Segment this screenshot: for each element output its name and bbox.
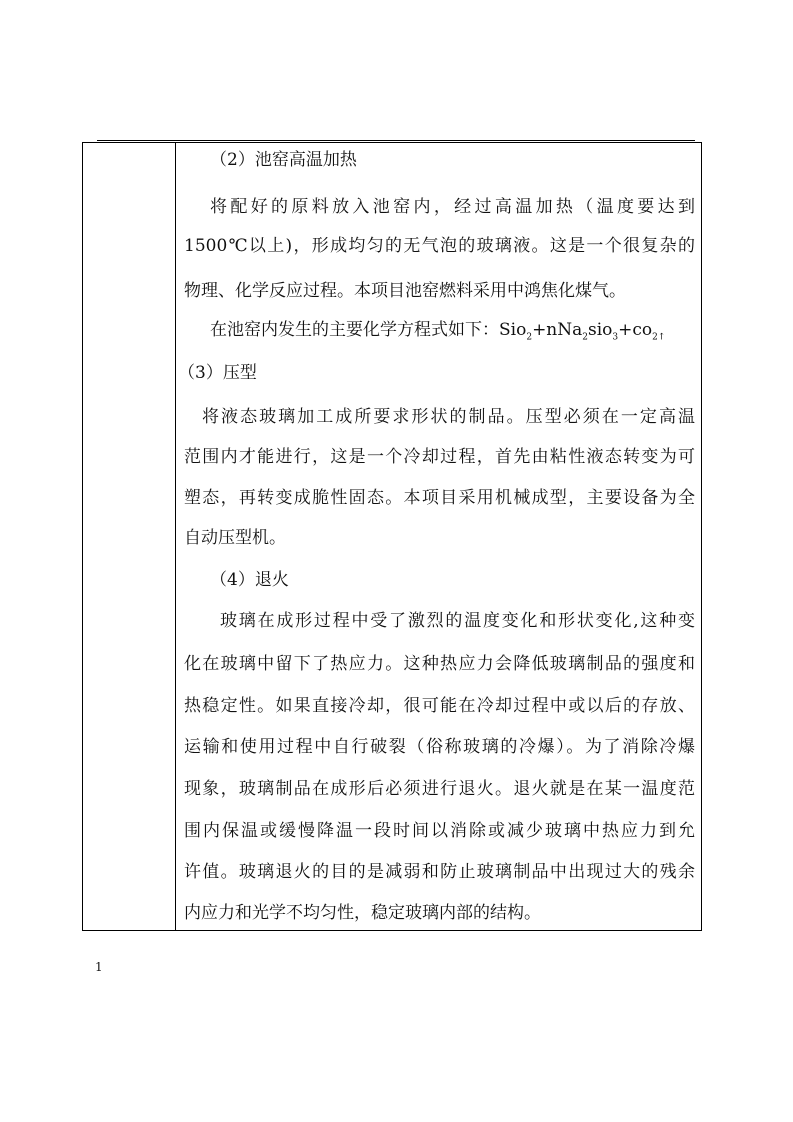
formula-part: +co: [618, 320, 653, 340]
paragraph-line: 将液态玻璃加工成所要求形状的制品。压型必须在一定高温: [202, 407, 695, 427]
paragraph-line: 物理、化学反应过程。本项目池窑燃料采用中鸿焦化煤气。: [184, 281, 626, 301]
paragraph-line: 化在玻璃中留下了热应力。这种热应力会降低玻璃制品的强度和: [184, 654, 695, 674]
formula-part: Sio: [499, 320, 527, 340]
column-divider: [175, 143, 176, 930]
paragraph-line: 围内保温或缓慢降温一段时间以消除或减少玻璃中热应力到允: [184, 821, 695, 841]
paragraph-line: 运输和使用过程中自行破裂（俗称玻璃的冷爆）。为了消除冷爆: [184, 737, 695, 757]
paragraph-line: 范围内才能进行，这是一个冷却过程，首先由粘性液态转变为可: [184, 447, 695, 467]
paragraph-line: 将配好的原料放入池窑内，经过高温加热（温度要达到: [210, 197, 695, 217]
section-heading: （2）池窑高温加热: [210, 150, 357, 170]
formula-subscript: 2: [582, 332, 588, 343]
gas-arrow-icon: ↑: [657, 332, 666, 343]
section-heading: （3）压型: [178, 363, 257, 383]
paragraph-line: 1500℃以上)，形成均匀的无气泡的玻璃液。这是一个很复杂的: [184, 236, 695, 256]
formula-subscript: 2: [526, 332, 533, 343]
paragraph-line: 热稳定性。如果直接冷却，很可能在冷却过程中或以后的存放、: [184, 696, 695, 716]
formula-part: sio: [588, 320, 613, 340]
formula-subscript: 3: [612, 332, 619, 343]
formula-subscript: 2: [652, 332, 658, 343]
content-table: [82, 142, 702, 931]
paragraph-line: 内应力和光学不均匀性，稳定玻璃内部的结构。: [184, 903, 541, 923]
paragraph-line: 现象，玻璃制品在成形后必须进行退火。退火就是在某一温度范: [184, 779, 695, 799]
formula-line: [210, 320, 665, 347]
paragraph-line: 玻璃在成形过程中受了激烈的温度变化和形状变化,这种变: [220, 611, 695, 631]
paragraph-line: 许值。玻璃退火的目的是减弱和防止玻璃制品中出现过大的残余: [184, 862, 695, 882]
page-number: 1: [95, 960, 103, 974]
paragraph-line: 塑态，再转变成脆性固态。本项目采用机械成型，主要设备为全: [184, 488, 695, 508]
formula-intro: 在池窑内发生的主要化学方程式如下：: [210, 320, 499, 340]
chemical-formula: [499, 320, 666, 343]
formula-part: +nNa: [532, 320, 583, 340]
paragraph-line: 自动压型机。: [184, 528, 286, 548]
section-heading: （4）退火: [210, 570, 289, 590]
header-rule: [97, 140, 695, 141]
